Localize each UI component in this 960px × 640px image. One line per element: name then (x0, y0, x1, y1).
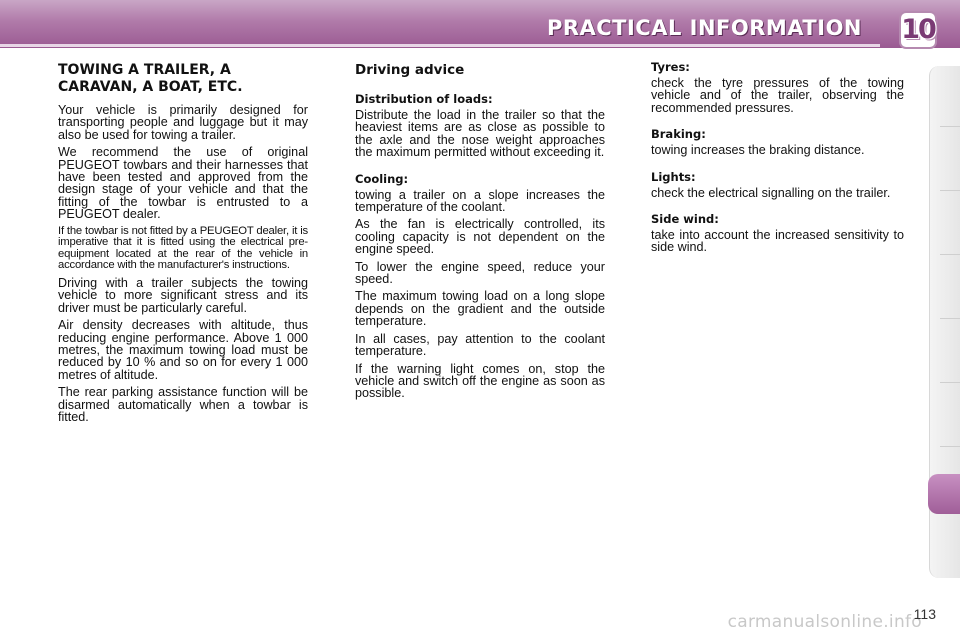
page-header (0, 0, 960, 48)
section-title: PRACTICAL INFORMATION (546, 16, 862, 40)
page-number: 113 (913, 606, 936, 622)
tab-divider (940, 318, 960, 319)
paragraph: Driving with a trailer subjects the towing vehicle to more significant stress and its driver must be particularly careful. (58, 276, 308, 315)
paragraph: Your vehicle is primarily designed for transporting people and luggage but it may also be used for towing a trailer. (58, 103, 308, 142)
column-driving-advice (355, 60, 605, 405)
braking-label: Braking: (651, 127, 706, 142)
chapter-badge (898, 10, 938, 50)
cooling-label: Cooling: (355, 171, 409, 186)
main-heading (58, 62, 308, 96)
lights-text: check the electrical signalling on the trailer. (651, 185, 891, 200)
driving-advice-heading: Driving advice (355, 62, 465, 78)
paragraph: We recommend the use of original PEUGEOT towbars and their harnesses that have been tested and approved from the design stage of your vehicle and that the fitting of the towbar is entrusted to a PEUGEOT dealer. (58, 145, 308, 222)
tab-divider (940, 190, 960, 191)
tyres-label: Tyres: (651, 60, 690, 74)
watermark: carmanualsonline.info (727, 612, 922, 632)
side-wind-text: take into account the increased sensitivity to side wind. (651, 228, 904, 255)
chapter-number: 10 (901, 14, 935, 45)
tab-divider (940, 254, 960, 255)
column-checks (651, 60, 904, 259)
tab-divider (940, 446, 960, 447)
cooling-text: To lower the engine speed, reduce your speed. (355, 259, 605, 287)
tyres-text: check the tyre pressures of the towing vehicle and of the trailer, observing the recommended pressures. (651, 76, 904, 115)
lights-label: Lights: (651, 169, 696, 184)
header-rule (0, 44, 880, 47)
cooling-text: As the fan is electrically controlled, its cooling capacity is not dependent on the engine speed. (355, 217, 605, 257)
tab-divider (940, 382, 960, 383)
main-heading-line2: CARAVAN, A BOAT, ETC. (58, 79, 243, 95)
paragraph: Air density decreases with altitude, thus reducing engine performance. Above 1 000 metres, the maximum towing load must be reduced by 10 % and so on for every 1 000 metres of altitude. (58, 318, 308, 382)
distribution-text: Distribute the load in the trailer so that the heaviest items are as close as possible to the axle and the nose weight approaches the maximum permitted without exceeding it. (355, 108, 605, 160)
cooling-text: If the warning light comes on, stop the vehicle and switch off the engine as soon as possible. (355, 361, 605, 401)
side-wind-label: Side wind: (651, 212, 719, 227)
main-heading-line1: TOWING A TRAILER, A (58, 62, 231, 78)
braking-text: towing increases the braking distance. (651, 143, 865, 158)
distribution-label: Distribution of loads: (355, 92, 493, 106)
column-towing (58, 60, 308, 429)
cooling-text: towing a trailer on a slope increases the temperature of the coolant. (355, 187, 605, 215)
paragraph-note: If the towbar is not fitted by a PEUGEOT dealer, it is imperative that it is fitted using the electrical pre-equipment located at the rear of the vehicle in accordance with the manufacturer's instructions. (58, 224, 308, 272)
chapter-tab-active[interactable] (928, 474, 960, 514)
tab-divider (940, 126, 960, 127)
cooling-text: In all cases, pay attention to the coolant temperature. (355, 331, 605, 359)
cooling-text: The maximum towing load on a long slope depends on the gradient and the outside temperature. (355, 289, 605, 329)
paragraph: The rear parking assistance function will be disarmed automatically when a towbar is fitted. (58, 385, 308, 425)
